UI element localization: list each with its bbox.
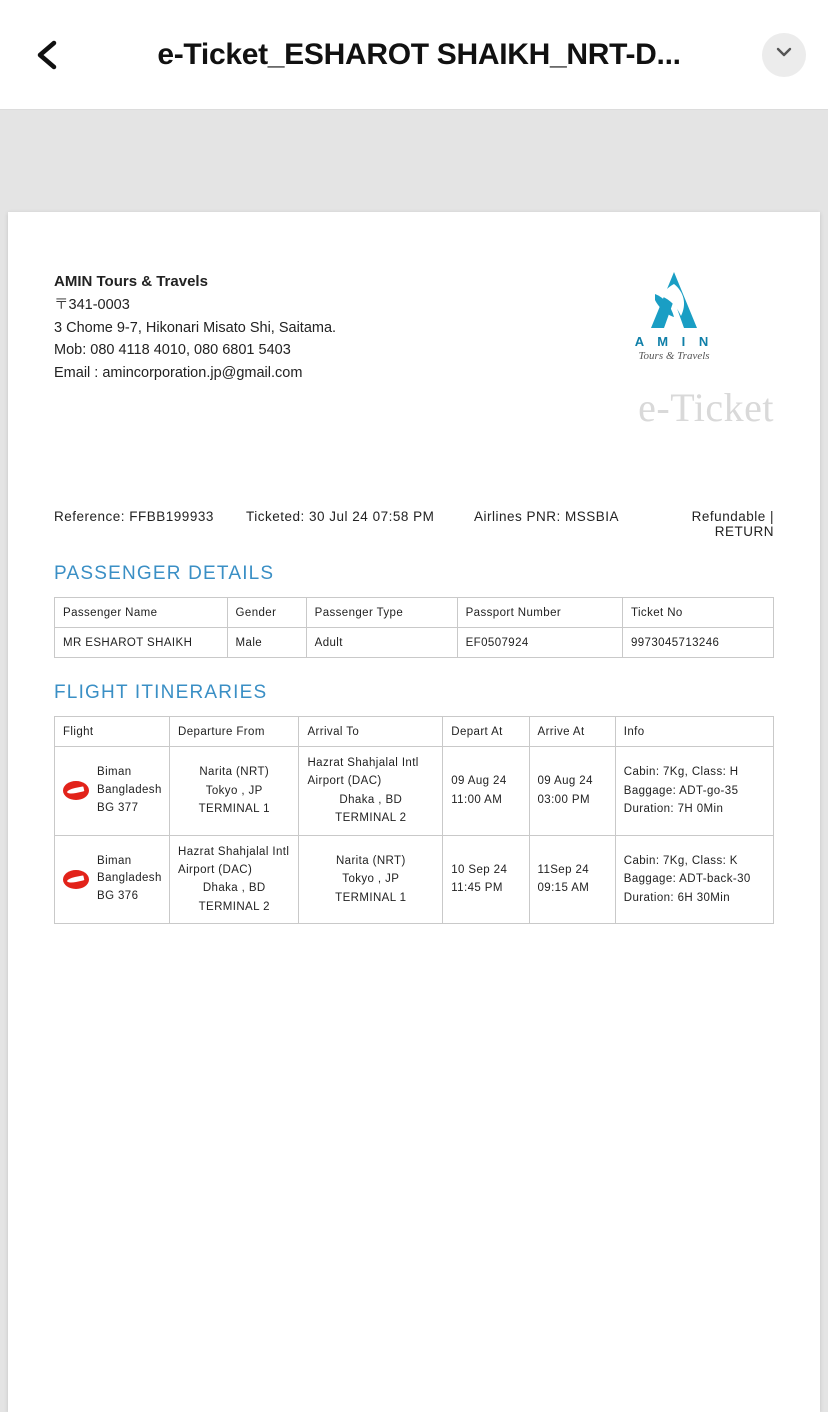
biman-airline-logo-icon xyxy=(63,781,89,800)
document-viewer[interactable] xyxy=(0,110,828,1412)
table-row xyxy=(55,628,774,658)
cell-info xyxy=(615,835,773,924)
airline-name-line1: Biman xyxy=(97,854,132,867)
company-block xyxy=(54,270,336,384)
logo-wordmark: A M I N xyxy=(634,334,714,349)
company-email: Email : amincorporation.jp@gmail.com xyxy=(54,364,303,381)
arrive-date: 09 Aug 24 xyxy=(537,775,593,788)
cell-info xyxy=(615,747,773,836)
ticketed-date: Ticketed: 30 Jul 24 07:58 PM xyxy=(246,509,435,524)
arrive-time: 09:15 AM xyxy=(537,882,590,895)
arrival-city: Tokyo , JP xyxy=(342,873,400,886)
company-postal: 〒341-0003 xyxy=(54,297,130,314)
flight-itineraries-table xyxy=(54,716,774,924)
eticket-watermark: e-Ticket xyxy=(638,385,774,430)
biman-airline-logo-icon xyxy=(63,870,89,889)
col-arrive-at: Arrive At xyxy=(529,717,615,747)
airline-name-line2: Bangladesh xyxy=(97,783,162,796)
refundable-status: Refundable | RETURN xyxy=(691,509,774,539)
table-row xyxy=(55,835,774,924)
amin-logo-icon xyxy=(574,270,774,332)
depart-time: 11:45 PM xyxy=(451,882,503,895)
col-ticket-no: Ticket No xyxy=(622,598,773,628)
cabin-class-info: Cabin: 7Kg, Class: H xyxy=(623,766,739,779)
cell-passport-number: EF0507924 xyxy=(457,628,622,658)
cell-passenger-type: Adult xyxy=(306,628,457,658)
cell-depart-at xyxy=(443,835,529,924)
ticket-page xyxy=(8,212,820,1412)
cell-passenger-name: MR ESHAROT SHAIKH xyxy=(55,628,228,658)
cell-flight xyxy=(55,835,170,924)
passenger-details-table xyxy=(54,597,774,658)
arrival-terminal: TERMINAL 1 xyxy=(335,891,407,904)
brand-block xyxy=(574,270,774,431)
table-header-row xyxy=(55,717,774,747)
page-title: e-Ticket_ESHAROT SHAIKH_NRT-D... xyxy=(157,37,681,71)
cell-gender: Male xyxy=(227,628,306,658)
reference-number: Reference: FFBB199933 xyxy=(54,509,214,524)
chevron-left-icon xyxy=(32,38,66,72)
airline-name-line2: Bangladesh xyxy=(97,872,162,885)
cell-departure-from xyxy=(170,835,299,924)
arrival-city: Dhaka , BD xyxy=(339,793,403,806)
company-name: AMIN Tours & Travels xyxy=(54,273,208,290)
departure-city: Dhaka , BD xyxy=(202,882,266,895)
reference-row xyxy=(54,509,774,539)
col-info: Info xyxy=(615,717,773,747)
departure-terminal: TERMINAL 2 xyxy=(198,900,270,913)
duration-info: Duration: 6H 30Min xyxy=(623,891,731,904)
arrival-airport-line1: Hazrat Shahjalal Intl xyxy=(307,757,419,769)
cell-flight xyxy=(55,747,170,836)
arrive-time: 03:00 PM xyxy=(537,793,590,806)
departure-city: Tokyo , JP xyxy=(205,784,263,797)
duration-info: Duration: 7H 0Min xyxy=(623,802,724,815)
arrive-date: 11Sep 24 xyxy=(537,863,590,876)
logo-tagline: Tours & Travels xyxy=(638,350,710,362)
col-passenger-name: Passenger Name xyxy=(55,598,228,628)
col-passenger-type: Passenger Type xyxy=(306,598,457,628)
col-departure-from: Departure From xyxy=(170,717,299,747)
chevron-down-icon xyxy=(773,41,795,68)
col-gender: Gender xyxy=(227,598,306,628)
departure-airport: Narita (NRT) xyxy=(199,766,270,779)
cell-ticket-no: 9973045713246 xyxy=(622,628,773,658)
cell-arrive-at xyxy=(529,835,615,924)
flight-number: BG 376 xyxy=(97,890,139,903)
back-button[interactable] xyxy=(22,28,76,82)
expand-button[interactable] xyxy=(762,33,806,77)
cabin-class-info: Cabin: 7Kg, Class: K xyxy=(623,854,738,867)
document-header xyxy=(54,270,774,431)
table-row xyxy=(55,747,774,836)
col-flight: Flight xyxy=(55,717,170,747)
company-mobile: Mob: 080 4118 4010, 080 6801 5403 xyxy=(54,342,291,359)
flight-number: BG 377 xyxy=(97,801,139,814)
cell-depart-at xyxy=(443,747,529,836)
airline-pnr: Airlines PNR: MSSBIA xyxy=(474,509,620,524)
departure-airport-line2: Airport (DAC) xyxy=(178,863,253,876)
baggage-info: Baggage: ADT-back-30 xyxy=(623,873,751,886)
cell-departure-from xyxy=(170,747,299,836)
departure-airport-line1: Hazrat Shahjalal Intl xyxy=(178,845,290,858)
table-header-row xyxy=(55,598,774,628)
col-passport-number: Passport Number xyxy=(457,598,622,628)
airline-name-line1: Biman xyxy=(97,766,132,779)
flight-itineraries-title: FLIGHT ITINERARIES xyxy=(54,682,268,703)
top-app-bar xyxy=(0,0,828,110)
baggage-info: Baggage: ADT-go-35 xyxy=(623,784,739,797)
depart-time: 11:00 AM xyxy=(451,793,503,806)
cell-arrive-at xyxy=(529,747,615,836)
col-depart-at: Depart At xyxy=(443,717,529,747)
arrival-airport: Narita (NRT) xyxy=(335,854,406,867)
depart-date: 10 Sep 24 xyxy=(451,863,508,876)
depart-date: 09 Aug 24 xyxy=(451,775,507,788)
passenger-details-title: PASSENGER DETAILS xyxy=(54,563,275,584)
arrival-airport-line2: Airport (DAC) xyxy=(307,775,382,788)
cell-arrival-to xyxy=(299,835,443,924)
arrival-terminal: TERMINAL 2 xyxy=(335,812,407,825)
col-arrival-to: Arrival To xyxy=(299,717,443,747)
departure-terminal: TERMINAL 1 xyxy=(198,802,270,815)
company-address: 3 Chome 9-7, Hikonari Misato Shi, Saitama. xyxy=(54,319,337,336)
cell-arrival-to xyxy=(299,747,443,836)
